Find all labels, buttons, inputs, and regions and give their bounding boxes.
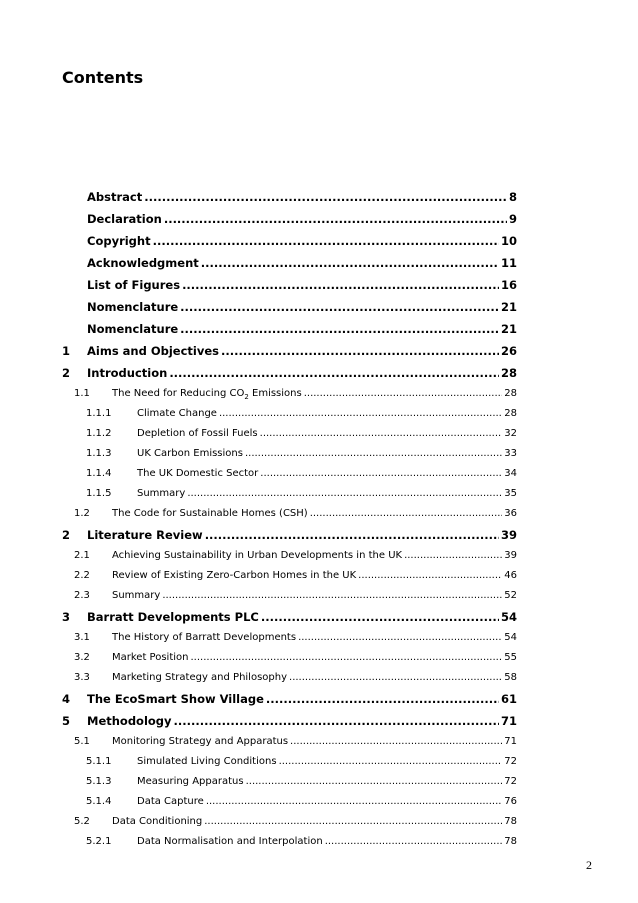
toc-entry[interactable] bbox=[62, 546, 517, 566]
page-title: Contents bbox=[62, 68, 144, 87]
toc-entry-label: Monitoring Strategy and Apparatus bbox=[112, 736, 289, 747]
toc-entry-page: 10 bbox=[500, 234, 517, 248]
toc-entry-label: UK Carbon Emissions bbox=[137, 448, 243, 459]
toc-entry-label: Acknowledgment bbox=[87, 256, 199, 270]
dot-leader bbox=[180, 296, 499, 318]
toc-entry-label: The EcoSmart Show Village bbox=[87, 692, 264, 706]
dot-leader bbox=[304, 384, 503, 404]
toc-entry-page: 58 bbox=[504, 672, 517, 683]
toc-entry-label: Aims and Objectives bbox=[87, 344, 220, 358]
toc-entry-number: 1.1.1 bbox=[86, 408, 112, 419]
toc-entry-label: Summary bbox=[112, 590, 161, 601]
toc-entry-number: 1.1.4 bbox=[86, 468, 112, 479]
toc-entry-number: 1.1.3 bbox=[86, 448, 112, 459]
dot-leader bbox=[289, 668, 502, 688]
toc-entry-number: 3.3 bbox=[74, 672, 90, 683]
toc-entry[interactable] bbox=[62, 832, 517, 852]
toc-entry-page: 55 bbox=[504, 652, 517, 663]
toc-entry-page: 36 bbox=[504, 508, 517, 519]
toc-entry-label: Review of Existing Zero-Carbon Homes in the UK bbox=[112, 570, 357, 581]
toc-entry[interactable] bbox=[62, 772, 517, 792]
page-number: 2 bbox=[586, 858, 592, 872]
toc-entry[interactable] bbox=[62, 404, 517, 424]
toc-entry-page: 11 bbox=[500, 256, 517, 270]
toc-entry[interactable] bbox=[62, 628, 517, 648]
toc-entry-label: Marketing Strategy and Philosophy bbox=[112, 672, 288, 683]
dot-leader bbox=[261, 606, 499, 628]
toc-entry-page: 72 bbox=[504, 776, 517, 787]
toc-entry[interactable] bbox=[62, 504, 517, 524]
toc-entry-number: 1.2 bbox=[74, 508, 90, 519]
toc-entry-page: 54 bbox=[504, 632, 517, 643]
toc-entry[interactable] bbox=[62, 318, 517, 340]
toc-entry-label: Barratt Developments PLC bbox=[87, 610, 259, 624]
toc-entry-number: 2 bbox=[62, 528, 71, 542]
toc-entry[interactable] bbox=[62, 230, 517, 252]
toc-entry-number: 2.2 bbox=[74, 570, 90, 581]
toc-entry-number: 1.1 bbox=[74, 388, 90, 399]
toc-entry[interactable] bbox=[62, 710, 517, 732]
toc-entry[interactable] bbox=[62, 384, 517, 404]
dot-leader bbox=[260, 464, 502, 484]
toc-entry-number: 4 bbox=[62, 692, 71, 706]
toc-entry-number: 2 bbox=[62, 366, 71, 380]
toc-entry-page: 71 bbox=[500, 714, 517, 728]
toc-entry[interactable] bbox=[62, 524, 517, 546]
toc-entry-page: 61 bbox=[500, 692, 517, 706]
toc-entry-page: 39 bbox=[504, 550, 517, 561]
dot-leader bbox=[290, 732, 502, 752]
toc-entry-page: 34 bbox=[504, 468, 517, 479]
toc-entry-label: The Need for Reducing $CO_2$ Emissions bbox=[112, 388, 302, 401]
toc-entry-label: Nomenclature bbox=[87, 322, 179, 336]
toc-entry-number: 2.1 bbox=[74, 550, 90, 561]
toc-entry-label: Data Normalisation and Interpolation bbox=[137, 836, 323, 847]
toc-entry[interactable] bbox=[62, 752, 517, 772]
toc-entry[interactable] bbox=[62, 668, 517, 688]
dot-leader bbox=[144, 186, 507, 208]
toc-entry-label: Measuring Apparatus bbox=[137, 776, 244, 787]
toc-entry-number: 1.1.5 bbox=[86, 488, 112, 499]
toc-entry-page: 16 bbox=[500, 278, 517, 292]
toc-entry-number: 5.1.4 bbox=[86, 796, 112, 807]
toc-entry-page: 76 bbox=[504, 796, 517, 807]
dot-leader bbox=[205, 524, 499, 546]
dot-leader bbox=[169, 362, 499, 384]
dot-leader bbox=[180, 318, 499, 340]
toc-entry-label: List of Figures bbox=[87, 278, 181, 292]
toc-entry-label: Introduction bbox=[87, 366, 168, 380]
dot-leader bbox=[204, 812, 502, 832]
dot-leader bbox=[310, 504, 503, 524]
toc-entry[interactable] bbox=[62, 792, 517, 812]
toc-entry-label: Depletion of Fossil Fuels bbox=[137, 428, 258, 439]
toc-entry-page: 52 bbox=[504, 590, 517, 601]
subscript: 2 bbox=[244, 393, 249, 401]
toc-entry-page: 46 bbox=[504, 570, 517, 581]
toc-entry[interactable] bbox=[62, 186, 517, 208]
toc-entry[interactable] bbox=[62, 586, 517, 606]
dot-leader bbox=[298, 628, 502, 648]
toc-entry[interactable] bbox=[62, 274, 517, 296]
toc-entry-number: 3 bbox=[62, 610, 71, 624]
toc-entry[interactable] bbox=[62, 424, 517, 444]
toc-entry-page: 21 bbox=[500, 300, 517, 314]
dot-leader bbox=[404, 546, 502, 566]
toc-entry-label: Declaration bbox=[87, 212, 162, 226]
toc-entry-label: Climate Change bbox=[137, 408, 217, 419]
toc-entry-number: 5.2.1 bbox=[86, 836, 112, 847]
toc-entry[interactable] bbox=[62, 362, 517, 384]
toc-entry-label: Achieving Sustainability in Urban Developments in the UK bbox=[112, 550, 403, 561]
dot-leader bbox=[325, 832, 503, 852]
dot-leader bbox=[187, 484, 502, 504]
toc-entry-page: 28 bbox=[504, 408, 517, 419]
toc-entry-page: 9 bbox=[508, 212, 517, 226]
dot-leader bbox=[246, 772, 503, 792]
toc-entry-label: Simulated Living Conditions bbox=[137, 756, 277, 767]
toc-entry-label: Abstract bbox=[87, 190, 143, 204]
toc-entry-page: 32 bbox=[504, 428, 517, 439]
toc-entry[interactable] bbox=[62, 340, 517, 362]
dot-leader bbox=[245, 444, 502, 464]
toc-entry-number: 3.1 bbox=[74, 632, 90, 643]
toc-entry[interactable] bbox=[62, 732, 517, 752]
toc-entry-page: 33 bbox=[504, 448, 517, 459]
toc-entry-label: Summary bbox=[137, 488, 186, 499]
toc-entry[interactable] bbox=[62, 566, 517, 586]
toc-entry-label: Copyright bbox=[87, 234, 151, 248]
toc-entry-number: 5.1.3 bbox=[86, 776, 112, 787]
dot-leader bbox=[182, 274, 499, 296]
toc-entry-number: 2.3 bbox=[74, 590, 90, 601]
dot-leader bbox=[219, 404, 502, 424]
toc-entry-number: 5.2 bbox=[74, 816, 90, 827]
toc-entry-page: 54 bbox=[500, 610, 517, 624]
dot-leader bbox=[191, 648, 503, 668]
toc-entry-label: Market Position bbox=[112, 652, 189, 663]
toc-entry-number: 1 bbox=[62, 344, 71, 358]
toc-entry-page: 26 bbox=[500, 344, 517, 358]
toc-entry[interactable] bbox=[62, 296, 517, 318]
toc-entry-label: Nomenclature bbox=[87, 300, 179, 314]
toc-entry-page: 35 bbox=[504, 488, 517, 499]
toc-entry[interactable] bbox=[62, 444, 517, 464]
dot-leader bbox=[221, 340, 499, 362]
toc-entry[interactable] bbox=[62, 688, 517, 710]
toc-entry-number: 5.1.1 bbox=[86, 756, 112, 767]
toc-entry-number: 5 bbox=[62, 714, 71, 728]
toc-entry[interactable] bbox=[62, 484, 517, 504]
toc-entry-label: Methodology bbox=[87, 714, 172, 728]
dot-leader bbox=[162, 586, 502, 606]
toc-entry-label: The History of Barratt Developments bbox=[112, 632, 297, 643]
table-of-contents bbox=[62, 186, 517, 852]
toc-entry-page: 39 bbox=[500, 528, 517, 542]
toc-entry[interactable] bbox=[62, 648, 517, 668]
toc-entry-label: The Code for Sustainable Homes (CSH) bbox=[112, 508, 308, 519]
toc-entry-label: Data Capture bbox=[137, 796, 204, 807]
toc-entry-page: 78 bbox=[504, 836, 517, 847]
toc-entry-page: 71 bbox=[504, 736, 517, 747]
toc-entry-label: Data Conditioning bbox=[112, 816, 203, 827]
dot-leader bbox=[153, 230, 499, 252]
dot-leader bbox=[266, 688, 499, 710]
toc-entry-number: 3.2 bbox=[74, 652, 90, 663]
toc-entry-page: 8 bbox=[508, 190, 517, 204]
toc-entry[interactable] bbox=[62, 812, 517, 832]
toc-entry-page: 28 bbox=[504, 388, 517, 399]
toc-entry[interactable] bbox=[62, 606, 517, 628]
dot-leader bbox=[279, 752, 503, 772]
dot-leader bbox=[358, 566, 502, 586]
dot-leader bbox=[201, 252, 499, 274]
toc-entry-number: 5.1 bbox=[74, 736, 90, 747]
toc-entry[interactable] bbox=[62, 252, 517, 274]
dot-leader bbox=[206, 792, 502, 812]
toc-entry-label: Literature Review bbox=[87, 528, 203, 542]
toc-entry-page: 78 bbox=[504, 816, 517, 827]
toc-entry-page: 72 bbox=[504, 756, 517, 767]
toc-entry-label: The UK Domestic Sector bbox=[137, 468, 259, 479]
dot-leader bbox=[174, 710, 499, 732]
toc-entry-page: 28 bbox=[500, 366, 517, 380]
dot-leader bbox=[164, 208, 507, 230]
toc-entry[interactable] bbox=[62, 464, 517, 484]
toc-entry-number: 1.1.2 bbox=[86, 428, 112, 439]
toc-entry[interactable] bbox=[62, 208, 517, 230]
dot-leader bbox=[260, 424, 503, 444]
toc-entry-page: 21 bbox=[500, 322, 517, 336]
